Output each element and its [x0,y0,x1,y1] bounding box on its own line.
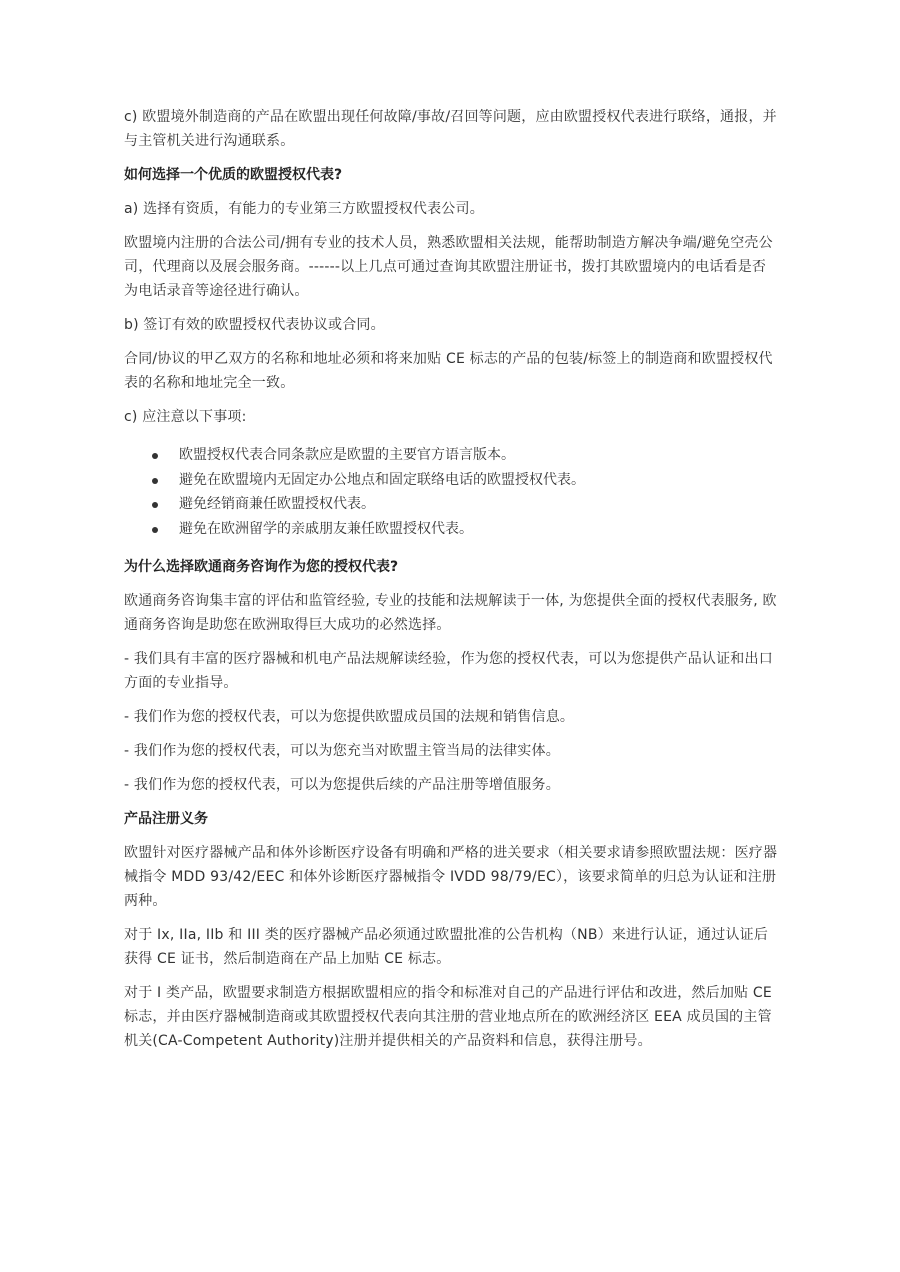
paragraph-contract-names: 合同/协议的甲乙双方的名称和地址必须和将来加贴 CE 标志的产品的包装/标签上的制造商和欧盟授权代表的名称和地址完全一致。 [124,351,773,391]
paragraph-class-i-registration: 对于 I 类产品，欧盟要求制造方根据欧盟相应的指令和标准对自己的产品进行评估和改进，然后加贴 CE 标志，并由医疗器械制造商或其欧盟授权代表向其注册的营业地点所在的欧洲经济区 EEA 成员国的主管机关(CA-Competent Authority)注册并提供相关的产品资料和信息，获得注册号。 [124,985,772,1049]
paragraph-benefit-registration: - 我们作为您的授权代表，可以为您提供后续的产品注册等增值服务。 [124,777,560,793]
bullet-icon [152,527,158,533]
list-item: 避免在欧洲留学的亲戚朋友兼任欧盟授权代表。 [124,517,780,542]
notes-bullet-list [124,429,780,555]
bullet-icon [152,453,158,459]
paragraph-choose-c: c) 应注意以下事项: [124,409,247,425]
paragraph-qualified-company: 欧盟境内注册的合法公司/拥有专业的技术人员，熟悉欧盟相关法规，能帮助制造方解决争端/避免空壳公司，代理商以及展会服务商。------以上几点可通过查询其欧盟注册证书，拨打其欧盟境内的电话看是否为电话录音等途径进行确认。 [124,235,773,299]
paragraph-benefit-info: - 我们作为您的授权代表，可以为您提供欧盟成员国的法规和销售信息。 [124,709,575,725]
paragraph-benefit-guidance: - 我们具有丰富的医疗器械和机电产品法规解读经验，作为您的授权代表，可以为您提供产品认证和出口方面的专业指导。 [124,651,773,691]
paragraph-choose-a: a) 选择有资质，有能力的专业第三方欧盟授权代表公司。 [124,201,484,217]
bullet-icon [152,502,158,508]
paragraph-eu-requirements: 欧盟针对医疗器械产品和体外诊断医疗设备有明确和严格的进关要求（相关要求请参照欧盟法规：医疗器械指令 MDD 93/42/EEC 和体外诊断医疗器械指令 IVDD 98/79/EC），该要求简单的归总为认证和注册两种。 [124,845,778,909]
paragraph-eu-rep-duties-c: c) 欧盟境外制造商的产品在欧盟出现任何故障/事故/召回等问题，应由欧盟授权代表进行联络，通报，并与主管机关进行沟通联系。 [124,109,777,149]
bullet-icon [152,478,158,484]
heading-registration-obligation: 产品注册义务 [124,811,208,827]
heading-why-choose-outong: 为什么选择欧通商务咨询作为您的授权代表? [124,559,399,575]
list-item: 避免在欧盟境内无固定办公地点和固定联络电话的欧盟授权代表。 [124,468,780,493]
paragraph-benefit-legal-entity: - 我们作为您的授权代表，可以为您充当对欧盟主管当局的法律实体。 [124,743,560,759]
paragraph-outong-intro: 欧通商务咨询集丰富的评估和监管经验, 专业的技能和法规解读于一体, 为您提供全面的授权代表服务, 欧通商务咨询是助您在欧洲取得巨大成功的必然选择。 [124,593,777,633]
paragraph-choose-b: b) 签订有效的欧盟授权代表协议或合同。 [124,317,385,333]
heading-choose-eu-rep: 如何选择一个优质的欧盟授权代表? [124,167,343,183]
document-body [124,105,780,1063]
paragraph-class-certification: 对于 Ix, IIa, IIb 和 III 类的医疗器械产品必须通过欧盟批准的公告机构（NB）来进行认证，通过认证后获得 CE 证书，然后制造商在产品上加贴 CE 标志。 [124,927,769,967]
list-item: 避免经销商兼任欧盟授权代表。 [124,492,780,517]
list-item: 欧盟授权代表合同条款应是欧盟的主要官方语言版本。 [124,443,780,468]
